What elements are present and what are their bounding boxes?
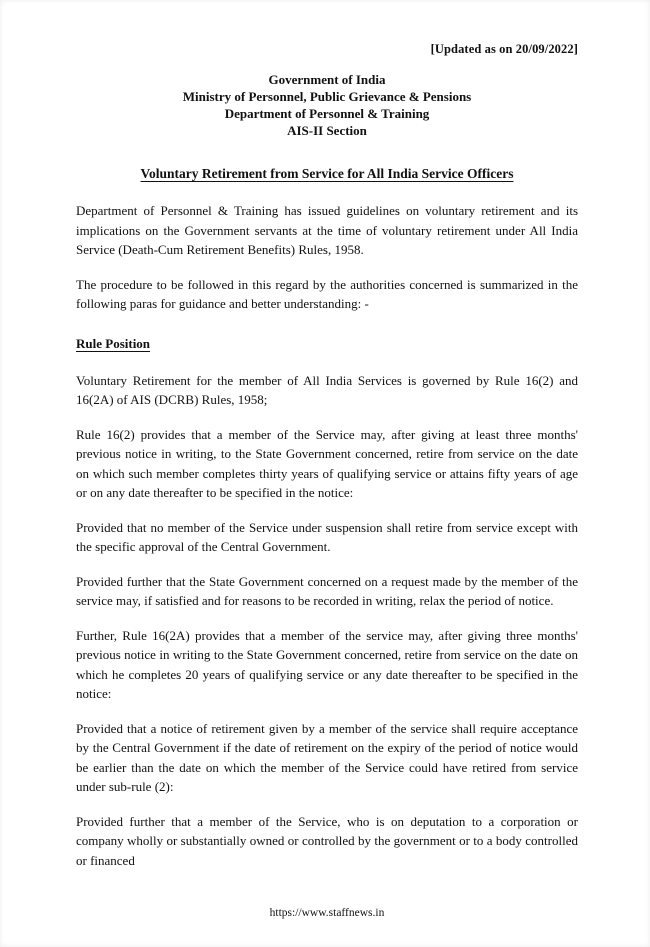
- header-government-of-india: Government of India: [268, 72, 386, 87]
- page-footer: [76, 885, 578, 921]
- document-title: Voluntary Retirement from Service for All India Service Officers: [140, 166, 514, 181]
- header-section: AIS-II Section: [287, 123, 367, 138]
- paragraph-proviso-deputation: Provided further that a member of the Service, who is on deputation to a corporation or company wholly or substantially owned or controlled by the government or to a body controlled or financed: [76, 813, 578, 868]
- paragraph-rule-governing: Voluntary Retirement for the member of All India Services is governed by Rule 16(2) and 16(2A) of AIS (DCRB) Rules, 1958;: [76, 372, 578, 407]
- header-department: Department of Personnel & Training: [224, 106, 430, 121]
- section-heading-rule-position: Rule Position: [76, 335, 151, 351]
- footer-url-link[interactable]: https://www.staffnews.in: [269, 907, 385, 919]
- section-heading-wrap: [76, 335, 578, 353]
- document-header: [76, 71, 578, 139]
- paragraph-intro-procedure: The procedure to be followed in this regard by the authorities concerned is summarized in the following paras for guidance and better understanding: -: [76, 276, 578, 311]
- document-title-wrap: [76, 165, 578, 183]
- paragraph-rule-16-2a: Further, Rule 16(2A) provides that a member of the service may, after giving three months' previous notice in writing to the State Government concerned, retire from service on the date on which he completes 20 years of qualifying service or any date thereafter to be specified in the notice:: [76, 627, 578, 701]
- paragraph-proviso-relax-notice: Provided further that the State Government concerned on a request made by the member of the service may, if satisfied and for reasons to be recorded in writing, relax the period of notice.: [76, 573, 578, 608]
- updated-date-label: [Updated as on 20/09/2022]: [430, 42, 578, 56]
- paragraph-proviso-acceptance: Provided that a notice of retirement given by a member of the service shall require acceptance by the Central Government if the date of retirement on the expiry of the period of notice would be earlier than the date on which the member of the Service could have retired from service under sub-rule (2):: [76, 720, 578, 794]
- paragraph-proviso-suspension: Provided that no member of the Service under suspension shall retire from service except with the specific approval of the Central Government.: [76, 519, 578, 554]
- paragraph-intro-guidelines: Department of Personnel & Training has issued guidelines on voluntary retirement and its implications on the Government servants at the time of voluntary retirement under All India Service (Death-Cum Retirement Benefits) Rules, 1958.: [76, 203, 578, 257]
- header-ministry: Ministry of Personnel, Public Grievance & Pensions: [182, 89, 472, 104]
- paragraph-rule-16-2: Rule 16(2) provides that a member of the Service may, after giving at least three months' previous notice in writing, to the State Government concerned, retire from service on the date on which such member completes thirty years of qualifying service or attains fifty years of age or on any date thereafter to be specified in the notice:: [76, 426, 578, 500]
